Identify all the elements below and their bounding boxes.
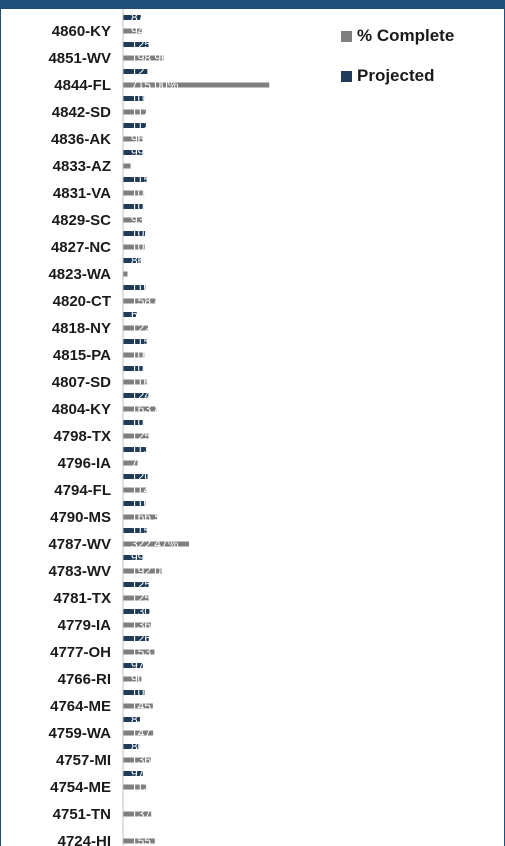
bar-chart (1, 0, 505, 846)
complete-data-label: 96 (131, 132, 145, 146)
category-label: 4842-SD (51, 104, 111, 121)
category-label: 4833-AZ (52, 158, 111, 175)
category-label: 4807-SD (51, 374, 111, 391)
complete-data-label: 104 (131, 348, 152, 362)
projected-data-label: 67 (131, 307, 145, 322)
projected-data-label: 110 (131, 280, 151, 295)
category-label: 4751-TN (52, 806, 111, 823)
category-label: 4827-NC (50, 239, 111, 256)
complete-data-label: 715.00% (131, 78, 179, 92)
complete-data-label: 114 (131, 483, 151, 497)
category-label: 4815-PA (52, 347, 111, 364)
category-label: 4844-FL (54, 77, 111, 94)
category-label: 4860-KY (51, 23, 111, 40)
complete-data-label: 122 (131, 321, 152, 335)
complete-bar (123, 164, 131, 169)
complete-data-label: 106 (131, 240, 152, 254)
complete-data-label: 93 (131, 213, 145, 227)
complete-data-label: 145.9 (131, 699, 162, 713)
category-label: 4787-WV (48, 536, 111, 553)
projected-data-label: 125 (131, 577, 152, 592)
complete-data-label: 113 (131, 780, 151, 794)
category-label: 4794-FL (54, 482, 111, 499)
complete-data-label: 198.96% (131, 51, 179, 65)
projected-data-label: 83 (131, 712, 145, 727)
complete-data-label: 136 (131, 753, 152, 767)
category-label: 4831-VA (52, 185, 111, 202)
projected-data-label: 110 (131, 496, 151, 511)
legend-swatch-complete (341, 31, 352, 42)
projected-data-label: 99 (131, 550, 145, 565)
complete-data-label: 37 (131, 159, 145, 173)
complete-data-label: 112 (131, 105, 151, 119)
projected-data-label: 115 (131, 172, 151, 187)
category-label: 4724-HI (57, 833, 111, 846)
projected-data-label: 121 (131, 64, 152, 79)
complete-data-label: 22 (131, 267, 145, 281)
projected-data-label: 101 (131, 361, 152, 376)
complete-data-label: 166.5 (131, 510, 162, 524)
projected-data-label: 115 (131, 523, 151, 538)
projected-data-label: 108 (131, 226, 152, 241)
legend-label-projected: Projected (357, 66, 435, 85)
complete-data-label: 90 (131, 672, 145, 686)
category-label: 4759-WA (48, 725, 111, 742)
projected-data-label: 113 (131, 442, 151, 457)
complete-data-label: 94 (131, 24, 145, 38)
category-label: 4783-WV (48, 563, 111, 580)
projected-data-label: 103 (131, 91, 152, 106)
category-label: 4829-SC (51, 212, 111, 229)
complete-data-label: 125 (131, 591, 152, 605)
complete-data-label: 192.00% (131, 564, 179, 578)
category-label: 4757-MI (55, 752, 111, 769)
projected-data-label: 101 (131, 415, 152, 430)
projected-data-label: 120 (131, 469, 152, 484)
complete-data-label: 116 (131, 375, 151, 389)
projected-data-label: 125 (131, 37, 152, 52)
projected-data-label: 97 (131, 658, 145, 673)
projected-data-label: 101 (131, 199, 152, 214)
category-label: 4818-NY (51, 320, 111, 337)
projected-data-label: 86 (131, 253, 145, 268)
projected-data-label: 80 (131, 739, 145, 754)
complete-data-label: 125 (131, 429, 152, 443)
complete-data-label: 163.8 (131, 402, 162, 416)
projected-data-label: 97 (131, 766, 145, 781)
projected-data-label: 124 (131, 388, 152, 403)
projected-data-label: 130 (131, 604, 152, 619)
projected-data-label: 112 (131, 118, 151, 133)
category-label: 4851-WV (48, 50, 111, 67)
complete-data-label: 153.8 (131, 645, 162, 659)
projected-data-label: 126 (131, 631, 152, 646)
category-label: 4823-WA (48, 266, 111, 283)
projected-data-label: 87 (131, 10, 145, 25)
complete-data-label: 322.47% (131, 537, 179, 551)
category-label: 4766-RI (57, 671, 111, 688)
complete-data-label: 147.5 (131, 726, 162, 740)
complete-data-label: 137.7 (131, 807, 162, 821)
complete-data-label: 136.9 (131, 618, 162, 632)
category-label: 4796-IA (57, 455, 111, 472)
projected-data-label: 115 (131, 334, 151, 349)
category-label: 4764-ME (50, 698, 111, 715)
category-label: 4804-KY (51, 401, 111, 418)
category-label: 4790-MS (50, 509, 111, 526)
projected-data-label: 105 (131, 685, 152, 700)
legend-item-complete (341, 26, 454, 46)
category-label: 4754-ME (50, 779, 111, 796)
legend-label-complete: % Complete (357, 26, 455, 45)
category-label: 4820-CT (52, 293, 111, 310)
legend-swatch-projected (341, 71, 352, 82)
complete-data-label: 155.5 (131, 834, 162, 846)
complete-data-label: 158.4 (131, 294, 162, 308)
legend-item-projected (341, 66, 434, 86)
category-label: 4798-TX (53, 428, 111, 445)
complete-data-label: 103 (131, 186, 152, 200)
category-label: 4779-IA (57, 617, 111, 634)
category-label: 4777-OH (50, 644, 111, 661)
category-label: 4781-TX (53, 590, 111, 607)
category-label: 4836-AK (50, 131, 111, 148)
projected-data-label: 99 (131, 145, 145, 160)
complete-bar (123, 272, 127, 277)
complete-data-label: 71 (131, 456, 145, 470)
